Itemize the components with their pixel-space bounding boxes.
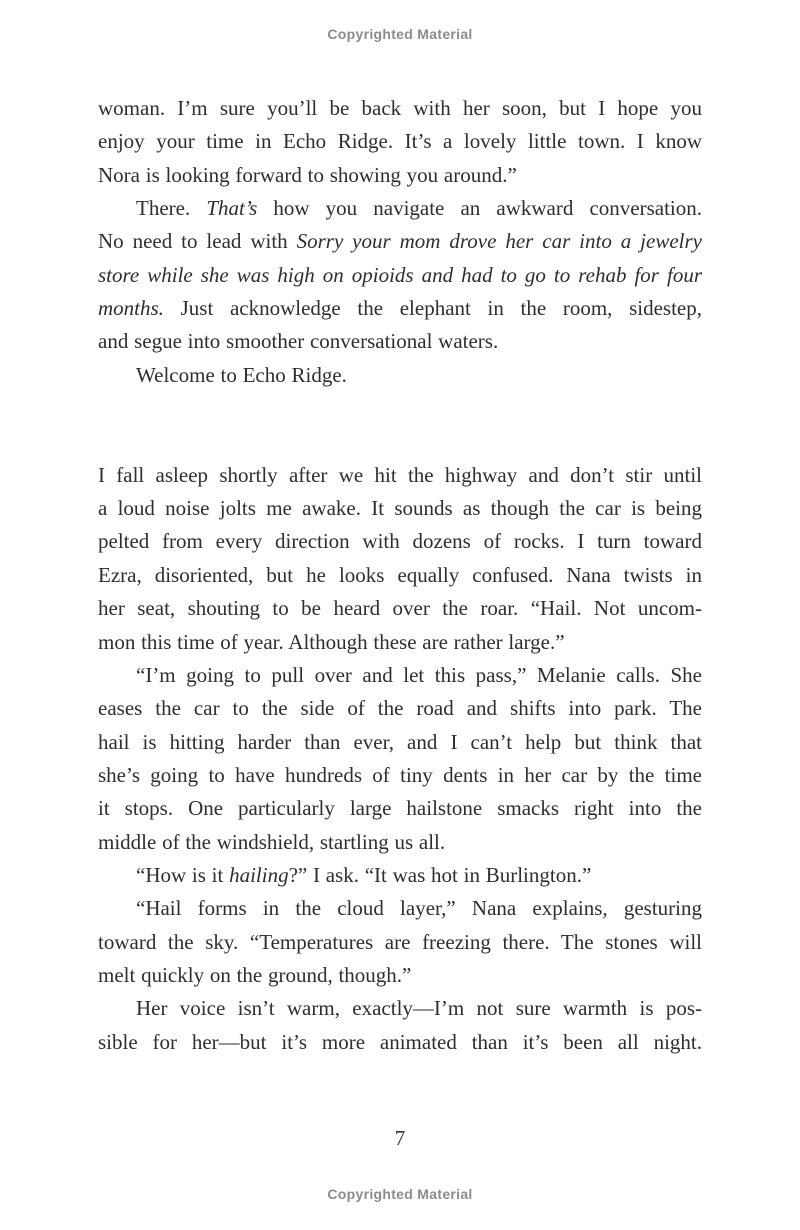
- paragraph: [98, 92, 702, 192]
- text-line: [98, 92, 702, 125]
- text-segment: No need to lead with: [98, 229, 297, 254]
- text-segment: There.: [136, 196, 207, 221]
- paragraph: [98, 192, 702, 359]
- text-line: [98, 359, 702, 392]
- paragraph: [98, 992, 702, 1059]
- text-segment: woman. I’m sure you’ll be back with her soon, but I hope you: [98, 96, 702, 120]
- text-line: [98, 792, 702, 825]
- text-line: [98, 926, 702, 959]
- paragraph: [98, 892, 702, 992]
- text-line: [98, 959, 702, 992]
- text-line: [98, 159, 702, 192]
- italic-text-segment: That’s: [206, 196, 258, 221]
- text-segment: “Hail forms in the cloud layer,” Nana explains, gesturing: [136, 896, 702, 921]
- copyright-notice-bottom: Copyrighted Material: [327, 1186, 473, 1202]
- text-segment: mon this time of year. Although these are rather large.”: [98, 629, 565, 654]
- text-line: [98, 626, 702, 659]
- text-segment: her seat, shouting to be heard over the roar. “Hail. Not uncom-: [98, 596, 702, 621]
- text-line: [98, 726, 702, 759]
- italic-text-segment: store while she was high on opioids and had to go to rehab for four: [98, 262, 702, 287]
- text-segment: toward the sky. “Temperatures are freezing there. The stones will: [98, 929, 702, 954]
- text-line: [98, 459, 702, 492]
- text-line: [98, 992, 702, 1025]
- text-segment: eases the car to the side of the road and shifts into park. The: [98, 696, 702, 721]
- text-segment: ?” I ask. “It was hot in Burlington.”: [288, 862, 592, 887]
- text-segment: Nora is looking forward to showing you around.”: [98, 162, 517, 187]
- paragraph: [98, 459, 702, 659]
- text-line: [98, 692, 702, 725]
- text-segment: “I’m going to pull over and let this pass,” Melanie calls. She: [136, 662, 702, 687]
- text-segment: “How is it: [136, 862, 230, 887]
- text-segment: and segue into smoother conversational waters.: [98, 329, 499, 354]
- text-line: [98, 1026, 702, 1059]
- text-segment: Welcome to Echo Ridge.: [136, 362, 347, 387]
- text-segment: how you navigate an awkward conversation.: [257, 196, 702, 221]
- italic-text-segment: hailing: [229, 862, 289, 887]
- paragraph: [98, 359, 702, 392]
- text-line: [98, 892, 702, 925]
- paragraph: [98, 659, 702, 859]
- text-line: [98, 325, 702, 358]
- text-line: [98, 192, 702, 225]
- text-segment: melt quickly on the ground, though.”: [98, 962, 412, 987]
- text-segment: pelted from every direction with dozens of rocks. I turn toward: [98, 529, 702, 554]
- body-text: [98, 92, 702, 1059]
- text-line: [98, 592, 702, 625]
- text-line: [98, 525, 702, 558]
- italic-text-segment: months.: [98, 296, 164, 321]
- page-number: 7: [394, 1126, 406, 1150]
- text-segment: a loud noise jolts me awake. It sounds as though the car is being: [98, 496, 702, 521]
- text-segment: it stops. One particularly large hailstone smacks right into the: [98, 796, 702, 821]
- text-line: [98, 859, 702, 892]
- text-segment: middle of the windshield, startling us all.: [98, 829, 446, 854]
- text-segment: Her voice isn’t warm, exactly—I’m not sure warmth is pos-: [136, 996, 702, 1021]
- text-line: [98, 759, 702, 792]
- text-segment: Ezra, disoriented, but he looks equally confused. Nana twists in: [98, 562, 702, 587]
- text-line: [98, 826, 702, 859]
- text-segment: hail is hitting harder than ever, and I can’t help but think that: [98, 729, 702, 754]
- text-line: [98, 292, 702, 325]
- text-segment: I fall asleep shortly after we hit the highway and don’t stir until: [98, 462, 702, 487]
- copyright-notice-top: Copyrighted Material: [327, 26, 473, 42]
- text-line: [98, 659, 702, 692]
- text-line: [98, 559, 702, 592]
- text-segment: sible for her—but it’s more animated than it’s been all night.: [98, 1029, 702, 1054]
- text-line: [98, 492, 702, 525]
- text-segment: she’s going to have hundreds of tiny dents in her car by the time: [98, 762, 702, 787]
- text-line: [98, 125, 702, 158]
- italic-text-segment: Sorry your mom drove her car into a jewelry: [296, 229, 702, 254]
- text-line: [98, 259, 702, 292]
- text-segment: Just acknowledge the elephant in the room, sidestep,: [163, 296, 702, 321]
- text-segment: enjoy your time in Echo Ridge. It’s a lovely little town. I know: [98, 129, 702, 154]
- paragraph: [98, 859, 702, 892]
- text-line: [98, 225, 702, 258]
